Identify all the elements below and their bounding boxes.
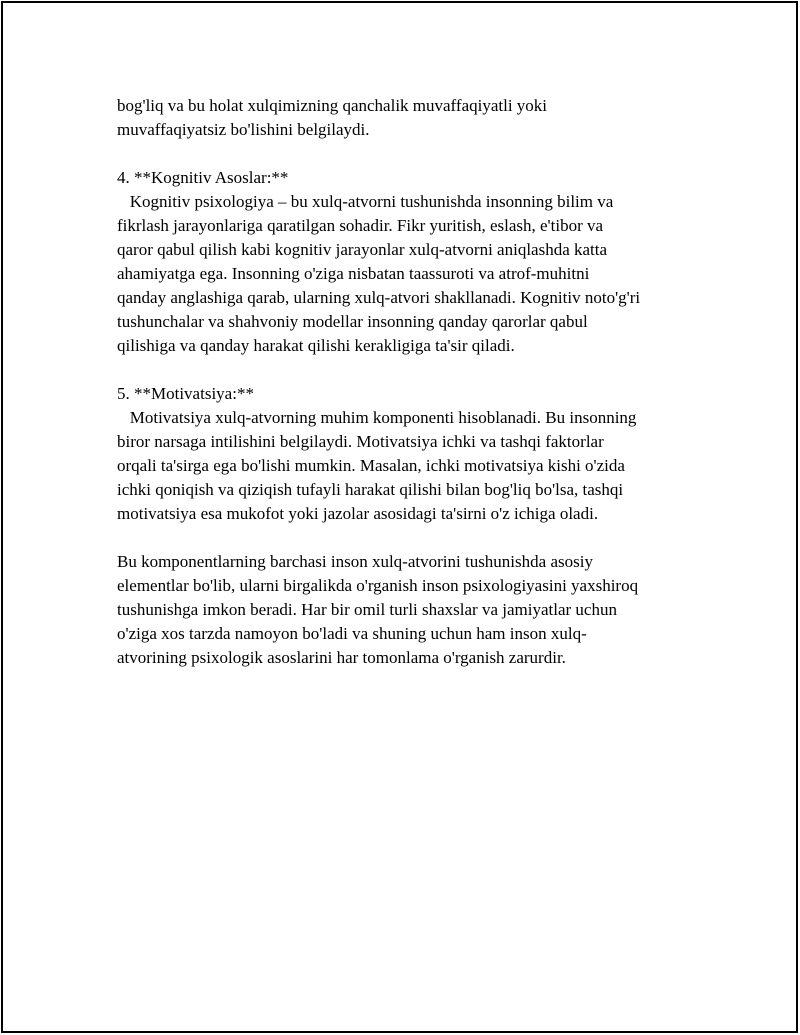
text-line: qilishiga va qanday harakat qilishi kerakligiga ta'sir qiladi. [117,336,515,355]
section-heading: 4. **Kognitiv Asoslar:** [117,168,289,187]
paragraph-spacer [117,358,697,382]
text-line: atvorining psixologik asoslarini har tomonlama o'rganish zarurdir. [117,648,566,667]
document-body [117,94,697,670]
text-line: ichki qoniqish va qiziqish tufayli harakat qilishi bilan bog'liq bo'lsa, tashqi [117,480,624,499]
paragraph-spacer [117,142,697,166]
text-line: muvaffaqiyatsiz bo'lishini belgilaydi. [117,120,370,139]
text-line: bog'liq va bu holat xulqimizning qanchalik muvaffaqiyatli yoki [117,96,548,115]
section-motivatsiya [117,382,697,526]
text-line: Kognitiv psixologiya – bu xulq-atvorni tushunishda insonning bilim va [117,192,614,211]
paragraph-spacer [117,526,697,550]
text-line: fikrlash jarayonlariga qaratilgan sohadir. Fikr yuritish, eslash, e'tibor va [117,216,604,235]
conclusion-paragraph [117,550,697,670]
text-line: ahamiyatga ega. Insonning o'ziga nisbatan taassuroti va atrof-muhitni [117,264,590,283]
text-line: elementlar bo'lib, ularni birgalikda o'rganish inson psixologiyasini yaxshiroq [117,576,639,595]
text-line: orqali ta'sirga ega bo'lishi mumkin. Masalan, ichki motivatsiya kishi o'zida [117,456,625,475]
intro-paragraph [117,94,697,142]
section-heading: 5. **Motivatsiya:** [117,384,254,403]
text-line: Motivatsiya xulq-atvorning muhim komponenti hisoblanadi. Bu insonning [117,408,637,427]
text-line: o'ziga xos tarzda namoyon bo'ladi va shuning uchun ham inson xulq- [117,624,587,643]
text-line: Bu komponentlarning barchasi inson xulq-atvorini tushunishda asosiy [117,552,593,571]
text-line: tushunishga imkon beradi. Har bir omil turli shaxslar va jamiyatlar uchun [117,600,617,619]
text-line: motivatsiya esa mukofot yoki jazolar asosidagi ta'sirni o'z ichiga oladi. [117,504,599,523]
text-line: qanday anglashiga qarab, ularning xulq-atvori shakllanadi. Kognitiv noto'g'ri [117,288,641,307]
section-kognitiv-asoslar [117,166,697,358]
text-line: biror narsaga intilishini belgilaydi. Motivatsiya ichki va tashqi faktorlar [117,432,604,451]
text-line: tushunchalar va shahvoniy modellar insonning qanday qarorlar qabul [117,312,588,331]
text-line: qaror qabul qilish kabi kognitiv jarayonlar xulq-atvorni aniqlashda katta [117,240,608,259]
